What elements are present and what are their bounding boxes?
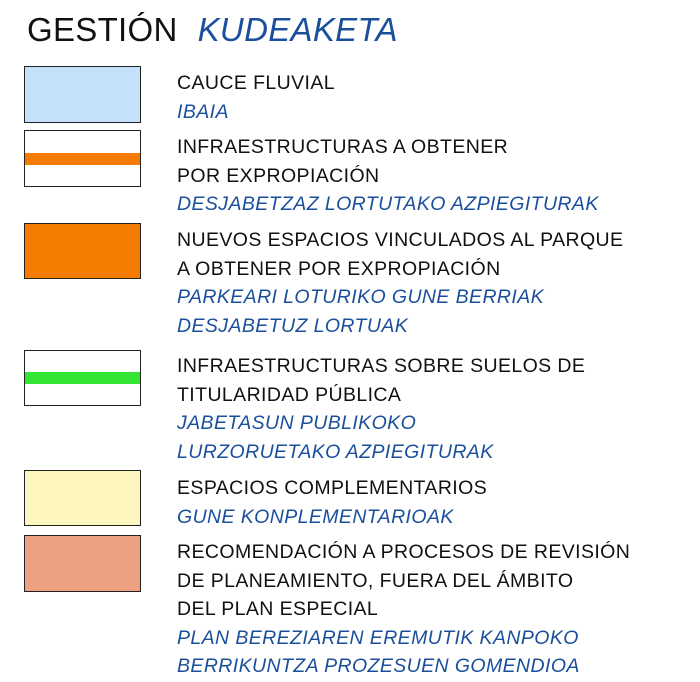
title-spanish: GESTIÓN <box>27 11 178 48</box>
title-basque: KUDEAKETA <box>197 11 398 48</box>
legend-label-basque: GUNE KONPLEMENTARIOAK <box>177 505 454 528</box>
legend-swatch <box>24 223 141 279</box>
legend-label-spanish: NUEVOS ESPACIOS VINCULADOS AL PARQUE <box>177 229 624 251</box>
legend-text <box>177 69 335 126</box>
legend-label-basque: LURZORUETAKO AZPIEGITURAK <box>177 440 494 463</box>
legend-text <box>177 226 623 340</box>
legend-label-basque: PLAN BEREZIAREN EREMUTIK KANPOKO <box>177 626 579 649</box>
legend-label-basque: BERRIKUNTZA PROZESUEN GOMENDIOA <box>177 655 580 677</box>
legend-label-basque: IBAIA <box>177 100 229 123</box>
legend-text <box>177 133 599 219</box>
legend-label-basque: DESJABETZAZ LORTUTAKO AZPIEGITURAK <box>177 193 599 215</box>
legend-swatch-line <box>25 372 140 384</box>
legend-label-spanish: RECOMENDACIÓN A PROCESOS DE REVISIÓN <box>177 541 631 563</box>
legend-label-spanish: INFRAESTRUCTURAS SOBRE SUELOS DE <box>177 355 586 377</box>
legend-label-spanish: INFRAESTRUCTURAS A OBTENER <box>177 136 509 158</box>
legend-label-spanish: CAUCE FLUVIAL <box>177 72 335 94</box>
legend-label-spanish: ESPACIOS COMPLEMENTARIOS <box>177 477 488 499</box>
legend-label-spanish: A OBTENER POR EXPROPIACIÓN <box>177 257 501 280</box>
legend-swatch <box>24 350 141 406</box>
legend-swatch <box>24 66 141 123</box>
legend-text <box>177 538 630 681</box>
legend-label-basque: DESJABETUZ LORTUAK <box>177 314 409 337</box>
legend-text <box>177 474 487 531</box>
legend-swatch <box>24 470 141 526</box>
legend-swatch <box>24 535 141 592</box>
legend-label-spanish: TITULARIDAD PÚBLICA <box>177 383 402 406</box>
legend-label-spanish: DEL PLAN ESPECIAL <box>177 598 379 620</box>
legend-label-basque: PARKEARI LOTURIKO GUNE BERRIAK <box>177 286 545 308</box>
legend-label-spanish: DE PLANEAMIENTO, FUERA DEL ÁMBITO <box>177 569 574 592</box>
legend-swatch <box>24 130 141 187</box>
legend-swatch-line <box>25 153 140 165</box>
legend-title <box>27 10 398 50</box>
legend-text <box>177 352 585 466</box>
legend-label-spanish: POR EXPROPIACIÓN <box>177 164 380 187</box>
legend-label-basque: JABETASUN PUBLIKOKO <box>177 412 417 434</box>
